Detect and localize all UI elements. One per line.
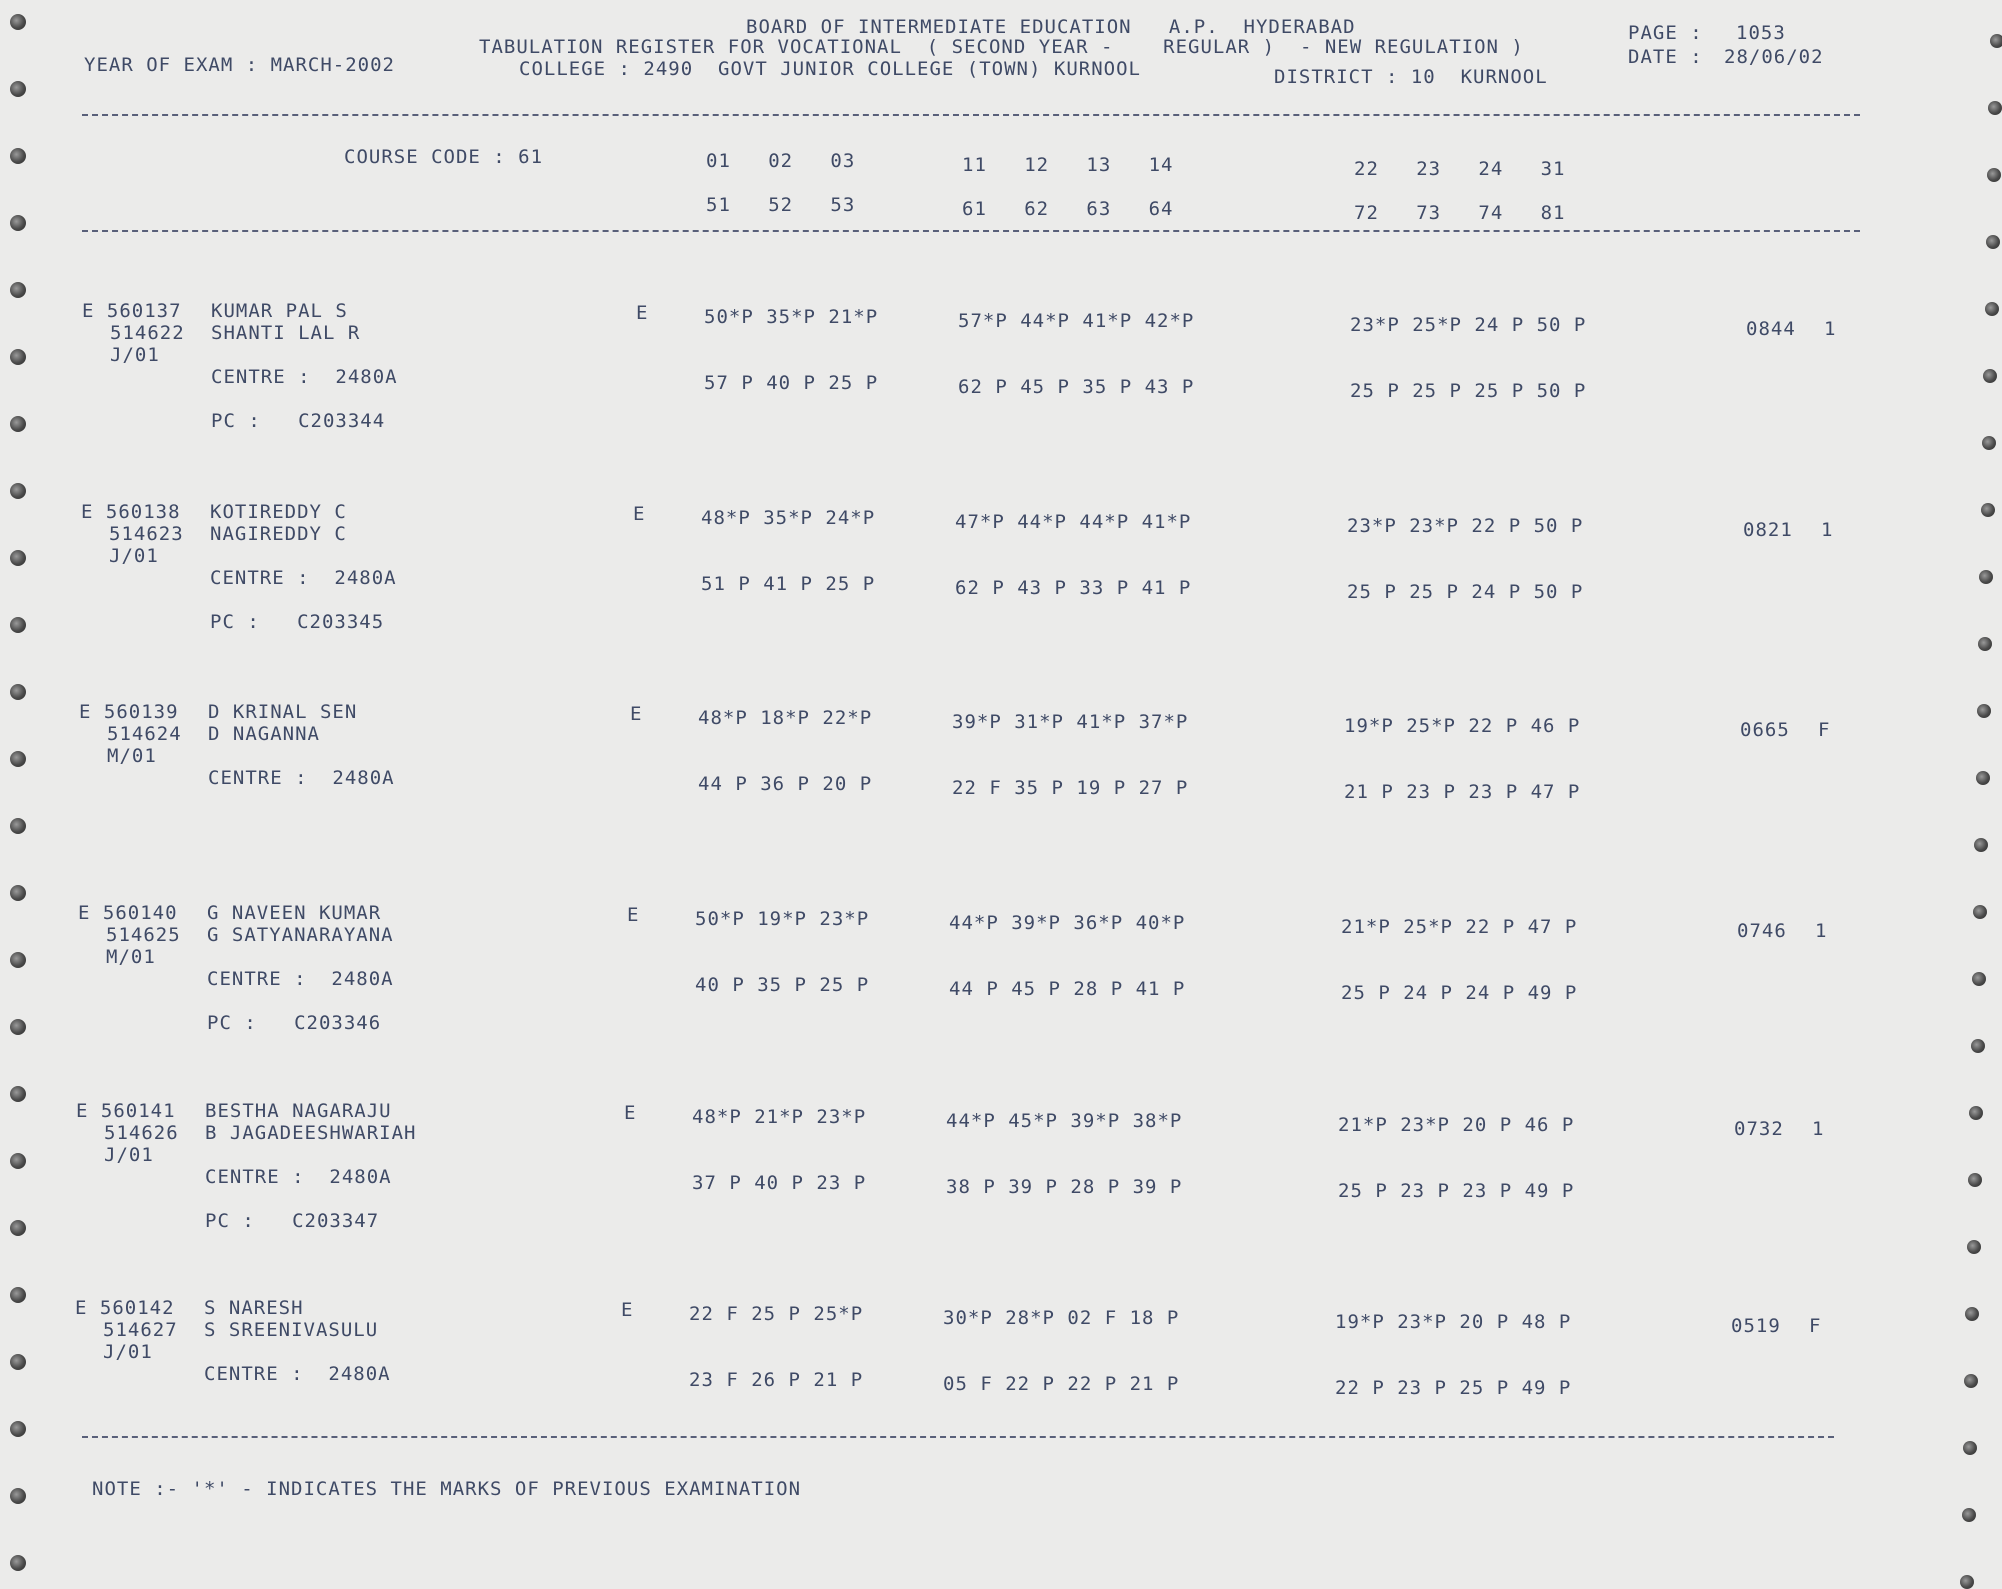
footer-note: NOTE :- '*' - INDICATES THE MARKS OF PREVIOUS EXAMINATION (92, 1478, 802, 1500)
marks-group3-current: 23*P 25*P 24 P 50 P (1350, 314, 1587, 336)
student-name: KOTIREDDY C (210, 501, 347, 523)
feed-hole-left (10, 1153, 26, 1169)
student-medium: E (636, 302, 649, 324)
student-medium: E (624, 1102, 637, 1124)
marks-group2-previous: 62 P 43 P 33 P 41 P (955, 577, 1192, 599)
feed-hole-left (10, 349, 26, 365)
course-code: COURSE CODE : 61 (344, 146, 544, 168)
page-label: PAGE : (1628, 22, 1703, 44)
feed-hole-left (10, 818, 26, 834)
marks-group3-current: 19*P 23*P 20 P 48 P (1335, 1311, 1572, 1333)
marks-group2-current: 57*P 44*P 41*P 42*P (958, 310, 1195, 332)
feed-hole-right (1967, 1240, 1981, 1254)
feed-hole-right (1974, 838, 1988, 852)
student-result: 1 (1821, 519, 1834, 541)
feed-hole-left (10, 14, 26, 30)
student-category: J/01 (103, 1341, 153, 1363)
student-centre: CENTRE : 2480A (211, 366, 398, 388)
feed-hole-right (1988, 101, 2002, 115)
marks-group3-current: 23*P 23*P 22 P 50 P (1347, 515, 1584, 537)
marks-group1-current: 48*P 21*P 23*P (692, 1106, 867, 1128)
student-father-name: D NAGANNA (208, 723, 320, 745)
marks-group2-previous: 44 P 45 P 28 P 41 P (949, 978, 1186, 1000)
feed-hole-right (1977, 704, 1991, 718)
feed-hole-right (1971, 1039, 1985, 1053)
feed-hole-left (10, 483, 26, 499)
student-category: J/01 (110, 344, 160, 366)
student-father-name: G SATYANARAYANA (207, 924, 394, 946)
student-medium: E (630, 703, 643, 725)
feed-hole-right (1962, 1508, 1976, 1522)
student-roll-number: E 560141 (76, 1100, 176, 1122)
marks-group3-previous: 22 P 23 P 25 P 49 P (1335, 1377, 1572, 1399)
feed-hole-right (1972, 972, 1986, 986)
col-group2-row1: 11 12 13 14 (962, 154, 1174, 176)
feed-hole-right (1968, 1173, 1982, 1187)
feed-hole-right (1964, 1374, 1978, 1388)
student-father-name: S SREENIVASULU (204, 1319, 379, 1341)
marks-group3-previous: 25 P 23 P 23 P 49 P (1338, 1180, 1575, 1202)
page-number: 1053 (1736, 22, 1786, 44)
header-divider-top (82, 114, 1860, 116)
marks-group3-current: 21*P 23*P 20 P 46 P (1338, 1114, 1575, 1136)
footer-divider (82, 1436, 1834, 1438)
feed-hole-left (10, 1019, 26, 1035)
register-title: TABULATION REGISTER FOR VOCATIONAL ( SECOND YEAR - REGULAR ) - NEW REGULATION ) (479, 36, 1524, 58)
header-divider-bottom (82, 230, 1860, 232)
marks-group2-current: 44*P 45*P 39*P 38*P (946, 1110, 1183, 1132)
student-total: 0732 (1734, 1118, 1784, 1140)
feed-hole-right (1963, 1441, 1977, 1455)
student-pc-number: PC : C203345 (210, 611, 385, 633)
marks-group1-current: 50*P 19*P 23*P (695, 908, 870, 930)
student-name: G NAVEEN KUMAR (207, 902, 382, 924)
student-name: D KRINAL SEN (208, 701, 358, 723)
feed-hole-right (1990, 34, 2002, 48)
student-centre: CENTRE : 2480A (207, 968, 394, 990)
marks-group1-current: 22 F 25 P 25*P (689, 1303, 864, 1325)
student-total: 0746 (1737, 920, 1787, 942)
col-group2-row2: 61 62 63 64 (962, 198, 1174, 220)
feed-hole-left (10, 550, 26, 566)
student-hall-ticket: 514626 (104, 1122, 179, 1144)
feed-hole-left (10, 751, 26, 767)
student-result: F (1818, 719, 1831, 741)
col-group1-row2: 51 52 53 (706, 194, 856, 216)
marks-group1-previous: 37 P 40 P 23 P (692, 1172, 867, 1194)
student-roll-number: E 560142 (75, 1297, 175, 1319)
col-group1-row1: 01 02 03 (706, 150, 856, 172)
marks-group1-current: 48*P 35*P 24*P (701, 507, 876, 529)
marks-group1-previous: 44 P 36 P 20 P (698, 773, 873, 795)
student-medium: E (633, 503, 646, 525)
feed-hole-left (10, 282, 26, 298)
feed-hole-right (1983, 369, 1997, 383)
district-info: DISTRICT : 10 KURNOOL (1274, 66, 1548, 88)
marks-group1-current: 50*P 35*P 21*P (704, 306, 879, 328)
student-result: 1 (1815, 920, 1828, 942)
marks-group3-previous: 21 P 23 P 23 P 47 P (1344, 781, 1581, 803)
feed-hole-left (10, 1421, 26, 1437)
student-roll-number: E 560140 (78, 902, 178, 924)
marks-group1-previous: 40 P 35 P 25 P (695, 974, 870, 996)
student-pc-number: PC : C203344 (211, 410, 386, 432)
marks-group2-current: 44*P 39*P 36*P 40*P (949, 912, 1186, 934)
col-group3-row1: 22 23 24 31 (1354, 158, 1566, 180)
feed-hole-left (10, 952, 26, 968)
student-father-name: SHANTI LAL R (211, 322, 361, 344)
student-category: J/01 (104, 1144, 154, 1166)
student-hall-ticket: 514625 (106, 924, 181, 946)
student-centre: CENTRE : 2480A (205, 1166, 392, 1188)
student-total: 0665 (1740, 719, 1790, 741)
student-result: F (1809, 1315, 1822, 1337)
student-father-name: NAGIREDDY C (210, 523, 347, 545)
student-result: 1 (1812, 1118, 1825, 1140)
feed-hole-left (10, 1287, 26, 1303)
student-medium: E (621, 1299, 634, 1321)
student-roll-number: E 560137 (82, 300, 182, 322)
feed-hole-left (10, 684, 26, 700)
date-label: DATE : (1628, 46, 1703, 68)
student-hall-ticket: 514622 (110, 322, 185, 344)
student-pc-number: PC : C203346 (207, 1012, 382, 1034)
feed-hole-left (10, 215, 26, 231)
col-group3-row2: 72 73 74 81 (1354, 202, 1566, 224)
feed-hole-right (1985, 302, 1999, 316)
student-centre: CENTRE : 2480A (208, 767, 395, 789)
feed-hole-left (10, 885, 26, 901)
marks-group3-current: 21*P 25*P 22 P 47 P (1341, 916, 1578, 938)
feed-hole-right (1982, 436, 1996, 450)
student-name: BESTHA NAGARAJU (205, 1100, 392, 1122)
marks-group2-previous: 38 P 39 P 28 P 39 P (946, 1176, 1183, 1198)
feed-hole-left (10, 617, 26, 633)
feed-hole-right (1976, 771, 1990, 785)
feed-hole-right (1986, 235, 2000, 249)
marks-group1-previous: 23 F 26 P 21 P (689, 1369, 864, 1391)
feed-hole-left (10, 1220, 26, 1236)
feed-hole-left (10, 1354, 26, 1370)
marks-group3-previous: 25 P 24 P 24 P 49 P (1341, 982, 1578, 1004)
board-title: BOARD OF INTERMEDIATE EDUCATION A.P. HYDERABAD (746, 16, 1356, 38)
student-medium: E (627, 904, 640, 926)
feed-hole-left (10, 148, 26, 164)
marks-group2-previous: 22 F 35 P 19 P 27 P (952, 777, 1189, 799)
date-value: 28/06/02 (1724, 46, 1824, 68)
year-of-exam: YEAR OF EXAM : MARCH-2002 (84, 54, 395, 76)
feed-hole-right (1981, 503, 1995, 517)
student-result: 1 (1824, 318, 1837, 340)
student-roll-number: E 560138 (81, 501, 181, 523)
student-hall-ticket: 514627 (103, 1319, 178, 1341)
student-father-name: B JAGADEESHWARIAH (205, 1122, 417, 1144)
marks-group1-previous: 51 P 41 P 25 P (701, 573, 876, 595)
student-category: J/01 (109, 545, 159, 567)
feed-hole-right (1960, 1575, 1974, 1589)
feed-hole-right (1979, 570, 1993, 584)
student-name: S NARESH (204, 1297, 304, 1319)
feed-hole-left (10, 1488, 26, 1504)
college-info: COLLEGE : 2490 GOVT JUNIOR COLLEGE (TOWN) KURNOOL (519, 58, 1141, 80)
student-total: 0519 (1731, 1315, 1781, 1337)
student-centre: CENTRE : 2480A (210, 567, 397, 589)
marks-group1-previous: 57 P 40 P 25 P (704, 372, 879, 394)
feed-hole-left (10, 416, 26, 432)
marks-group3-previous: 25 P 25 P 24 P 50 P (1347, 581, 1584, 603)
marks-group3-previous: 25 P 25 P 25 P 50 P (1350, 380, 1587, 402)
student-category: M/01 (106, 946, 156, 968)
feed-hole-right (1987, 168, 2001, 182)
marks-group2-previous: 62 P 45 P 35 P 43 P (958, 376, 1195, 398)
student-pc-number: PC : C203347 (205, 1210, 380, 1232)
student-total: 0821 (1743, 519, 1793, 541)
marks-group1-current: 48*P 18*P 22*P (698, 707, 873, 729)
student-hall-ticket: 514623 (109, 523, 184, 545)
marks-group2-previous: 05 F 22 P 22 P 21 P (943, 1373, 1180, 1395)
marks-group2-current: 47*P 44*P 44*P 41*P (955, 511, 1192, 533)
student-name: KUMAR PAL S (211, 300, 348, 322)
student-roll-number: E 560139 (79, 701, 179, 723)
feed-hole-left (10, 1086, 26, 1102)
feed-hole-right (1965, 1307, 1979, 1321)
student-total: 0844 (1746, 318, 1796, 340)
student-hall-ticket: 514624 (107, 723, 182, 745)
feed-hole-right (1978, 637, 1992, 651)
marks-group2-current: 30*P 28*P 02 F 18 P (943, 1307, 1180, 1329)
feed-hole-left (10, 81, 26, 97)
student-centre: CENTRE : 2480A (204, 1363, 391, 1385)
marks-group2-current: 39*P 31*P 41*P 37*P (952, 711, 1189, 733)
marks-group3-current: 19*P 25*P 22 P 46 P (1344, 715, 1581, 737)
student-category: M/01 (107, 745, 157, 767)
feed-hole-right (1973, 905, 1987, 919)
feed-hole-right (1969, 1106, 1983, 1120)
